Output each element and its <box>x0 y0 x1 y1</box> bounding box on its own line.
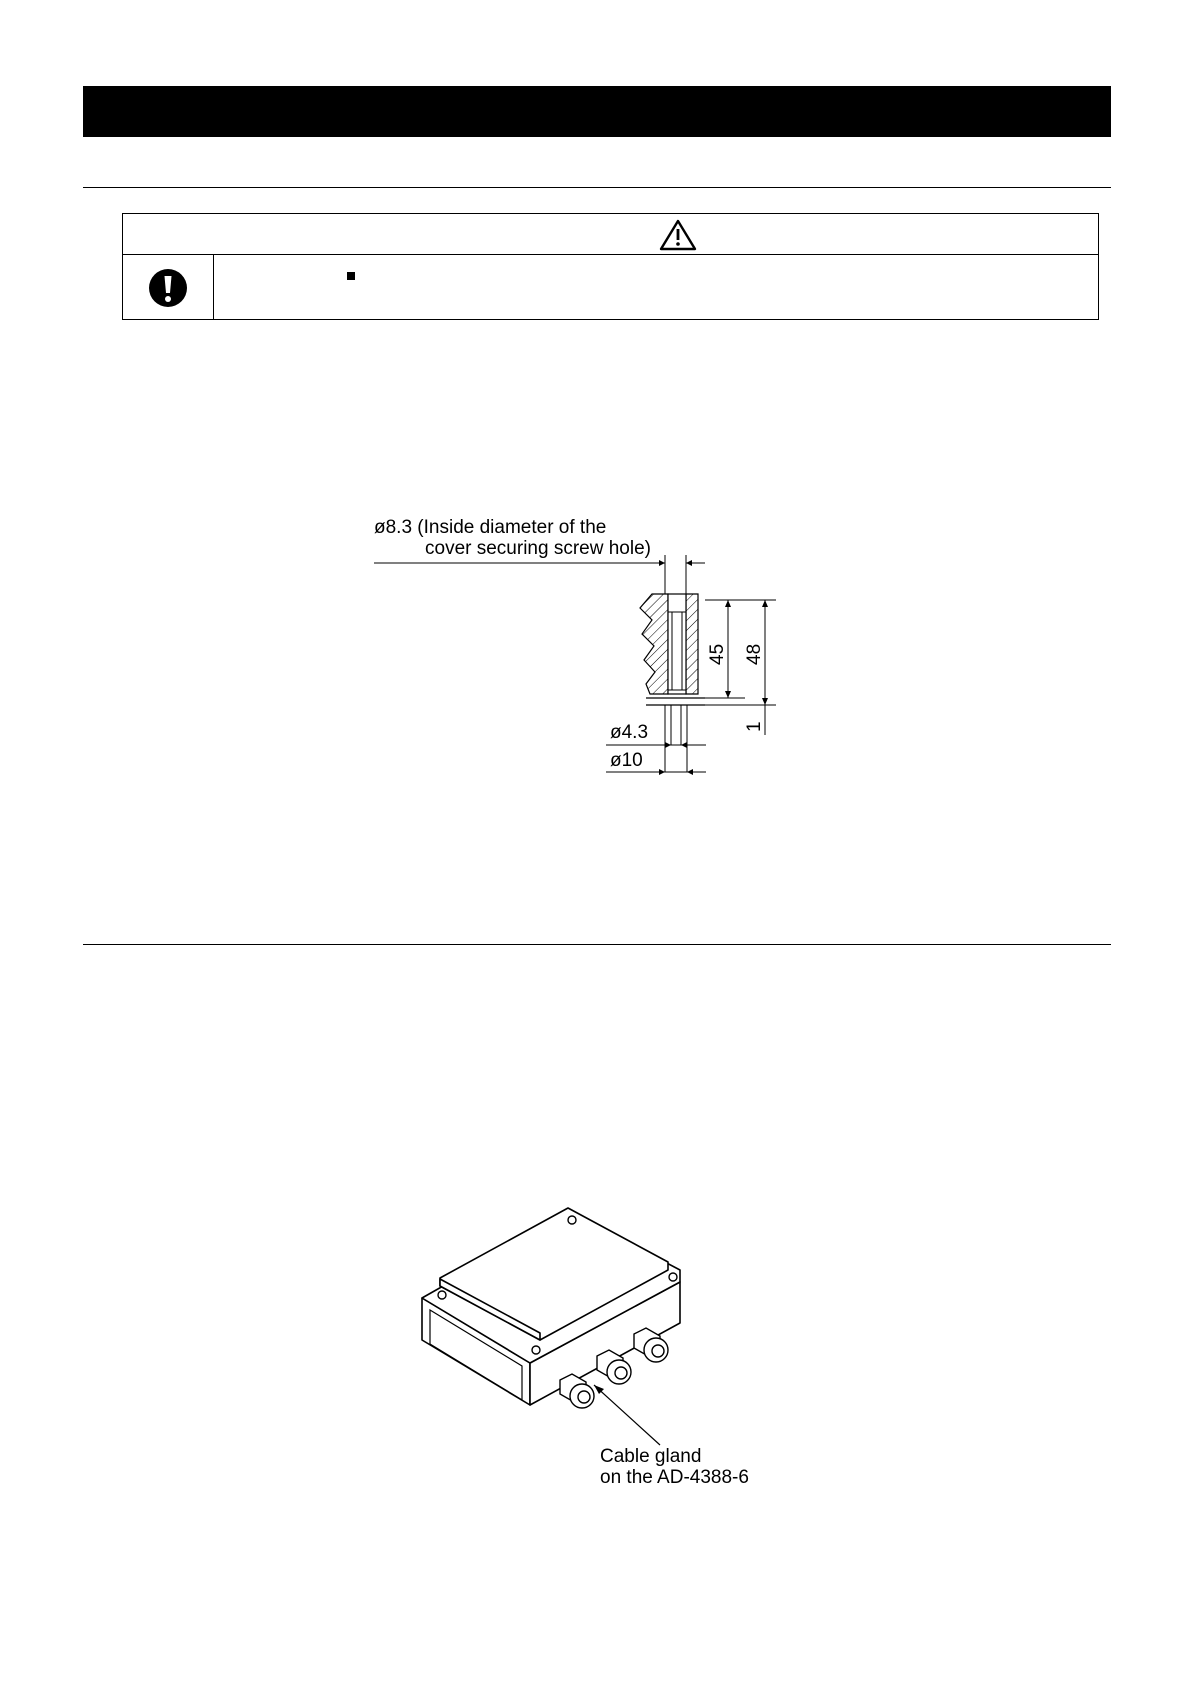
section-header-bar <box>83 86 1111 137</box>
caution-box <box>122 213 1099 320</box>
enclosure-svg <box>0 1180 1192 1520</box>
mandatory-icon-cell <box>123 254 214 319</box>
enclosure-drawing <box>0 1180 1192 1520</box>
dimension-phi-4-3: ø4.3 <box>610 722 649 743</box>
diameter-label-line1: ø8.3 (Inside diameter of the <box>374 517 607 538</box>
section-divider-bottom <box>83 944 1111 945</box>
hole-bore <box>668 594 686 694</box>
cable-gland-2 <box>597 1350 631 1384</box>
callout-leader <box>594 1385 660 1445</box>
warning-triangle-icon <box>659 219 697 251</box>
cable-gland-1 <box>560 1374 594 1408</box>
exclamation-circle-icon <box>148 268 188 308</box>
dimension-phi-10: ø10 <box>610 750 643 771</box>
wall-right-section <box>686 594 698 694</box>
cable-gland-label-line1: Cable gland <box>600 1446 702 1467</box>
caution-header <box>123 214 1098 255</box>
cable-gland-label-line2: on the AD-4388-6 <box>600 1467 749 1488</box>
diameter-label-line2: cover securing screw hole) <box>425 538 651 559</box>
wall-left-section <box>640 594 668 694</box>
dimension-48: 48 <box>744 643 765 665</box>
dimension-45: 45 <box>707 643 728 665</box>
dimension-1: 1 <box>744 721 765 732</box>
square-bullet-icon <box>347 272 355 280</box>
caution-body <box>214 254 1098 319</box>
section-divider-top <box>83 187 1111 188</box>
